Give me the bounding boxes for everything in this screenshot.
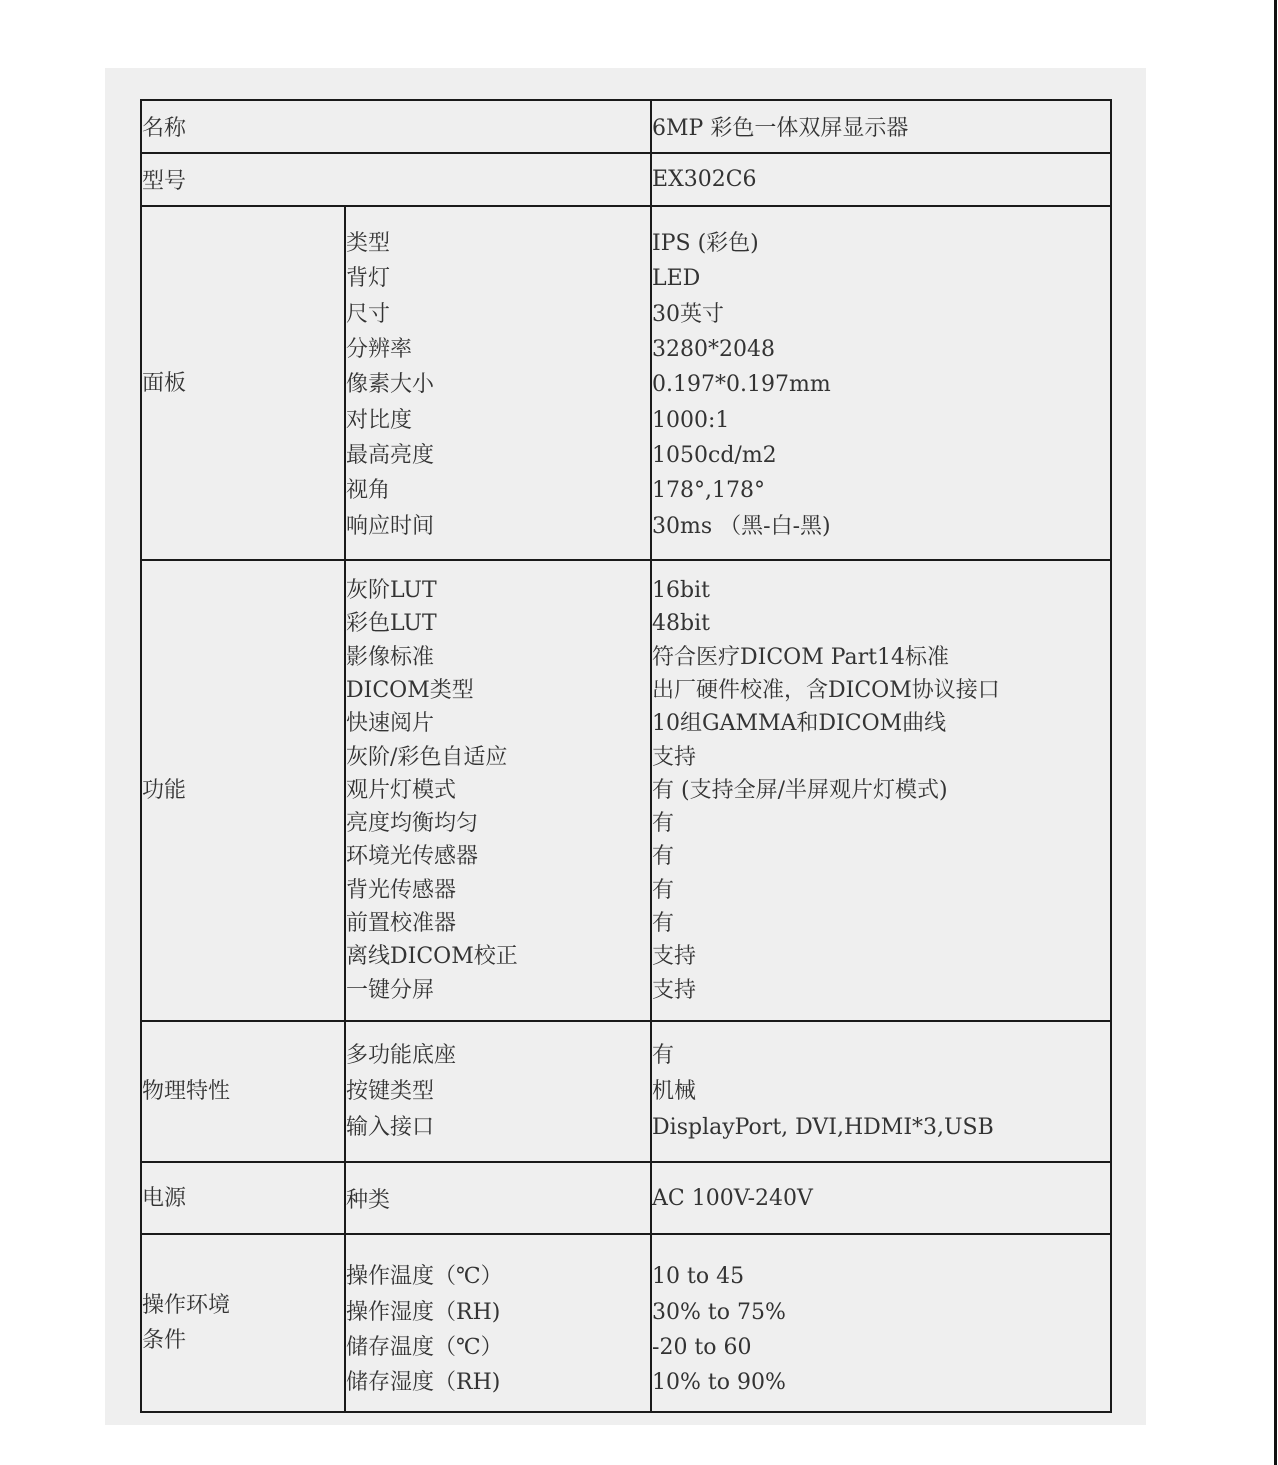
item-name: 观片灯模式	[346, 777, 457, 803]
item-values	[651, 560, 1111, 1021]
item-name: 响应时间	[346, 513, 435, 539]
group-row-function	[141, 560, 1111, 1021]
item-name: 像素大小	[346, 372, 435, 398]
item-name: 分辨率	[346, 336, 413, 362]
item-name: 亮度均衡均匀	[346, 811, 479, 837]
item-names	[345, 560, 651, 1021]
group-label-line: 条件	[142, 1328, 187, 1353]
item-value: 1000:1	[652, 407, 730, 433]
item-value: 有	[652, 911, 675, 937]
item-name: 操作温度（℃）	[346, 1264, 503, 1290]
item-name: 背灯	[346, 266, 391, 292]
item-name: 操作湿度（RH)	[346, 1299, 501, 1325]
item-name: 最高亮度	[346, 443, 435, 469]
item-name: 类型	[346, 230, 391, 256]
item-values	[651, 1234, 1111, 1412]
item-value: 48bit	[652, 611, 710, 637]
group-row-physical	[141, 1021, 1111, 1162]
group-label: 功能	[141, 560, 345, 1021]
item-name: 环境光传感器	[346, 844, 479, 870]
group-label: 电源	[141, 1162, 345, 1234]
name-row	[141, 100, 1111, 153]
group-label: 物理特性	[141, 1021, 345, 1162]
item-value: 有 (支持全屏/半屏观片灯模式)	[652, 777, 948, 803]
item-value: 10% to 90%	[652, 1370, 786, 1396]
item-names	[345, 1021, 651, 1162]
item-name: 灰阶LUT	[346, 578, 437, 604]
item-value: 30% to 75%	[652, 1299, 786, 1325]
item-names	[345, 1162, 651, 1234]
spec-table	[140, 99, 1112, 1413]
item-value: 支持	[652, 977, 697, 1003]
item-values	[651, 1162, 1111, 1234]
item-names	[345, 206, 651, 560]
item-value: 3280*2048	[652, 336, 775, 362]
item-value: 10组GAMMA和DICOM曲线	[652, 711, 947, 737]
item-value: 支持	[652, 944, 697, 970]
item-name: 离线DICOM校正	[346, 944, 518, 970]
item-name: 前置校准器	[346, 911, 457, 937]
item-value: 有	[652, 811, 675, 837]
item-value: 30英寸	[652, 301, 725, 327]
item-name: 背光传感器	[346, 877, 457, 903]
item-value: 30ms （黑-白-黑)	[652, 513, 831, 539]
item-value: 有	[652, 844, 675, 870]
model-row	[141, 153, 1111, 206]
item-name: 灰阶/彩色自适应	[346, 744, 508, 770]
item-value: DisplayPort, DVI,HDMI*3,USB	[652, 1114, 994, 1140]
group-row-panel	[141, 206, 1111, 560]
item-value: 1050cd/m2	[652, 443, 777, 469]
group-label: 面板	[141, 206, 345, 560]
model-value: EX302C6	[651, 153, 1111, 206]
group-label	[141, 1234, 345, 1412]
name-value: 6MP 彩色一体双屏显示器	[651, 100, 1111, 153]
name-label: 名称	[141, 100, 651, 153]
item-value: 16bit	[652, 578, 710, 604]
item-name: 一键分屏	[346, 977, 435, 1003]
item-value: 有	[652, 877, 675, 903]
group-row-power	[141, 1162, 1111, 1234]
item-value: 0.197*0.197mm	[652, 372, 831, 398]
group-label-line: 操作环境	[142, 1292, 231, 1318]
item-name: 彩色LUT	[346, 611, 437, 637]
item-name: 对比度	[346, 407, 413, 433]
item-value: AC 100V-240V	[652, 1185, 813, 1211]
item-name: 尺寸	[346, 301, 391, 327]
item-value: 支持	[652, 744, 697, 770]
item-value: -20 to 60	[652, 1335, 752, 1360]
item-value: LED	[652, 266, 701, 292]
item-values	[651, 1021, 1111, 1162]
item-name: 种类	[346, 1187, 391, 1213]
item-names	[345, 1234, 651, 1412]
item-value: 出厂硬件校准，含DICOM协议接口	[652, 677, 1000, 703]
item-value: 178°,178°	[652, 478, 765, 504]
item-name: 输入接口	[346, 1114, 435, 1140]
item-value: 10 to 45	[652, 1264, 745, 1290]
page-edge-rule	[1274, 0, 1277, 1465]
item-name: 储存湿度（RH)	[346, 1370, 501, 1396]
item-name: 快速阅片	[346, 711, 435, 737]
item-values	[651, 206, 1111, 560]
item-value: 有	[652, 1042, 675, 1068]
item-name: 储存温度（℃）	[346, 1335, 503, 1360]
group-row-environment	[141, 1234, 1111, 1412]
item-name: 多功能底座	[346, 1042, 457, 1068]
item-name: 视角	[346, 478, 391, 504]
item-name: 按键类型	[346, 1078, 435, 1104]
item-name: DICOM类型	[346, 677, 474, 703]
item-value: 机械	[652, 1078, 697, 1104]
item-name: 影像标准	[346, 644, 435, 670]
item-value: 符合医疗DICOM Part14标准	[652, 644, 950, 670]
item-value: IPS (彩色)	[652, 230, 759, 256]
model-label: 型号	[141, 153, 651, 206]
